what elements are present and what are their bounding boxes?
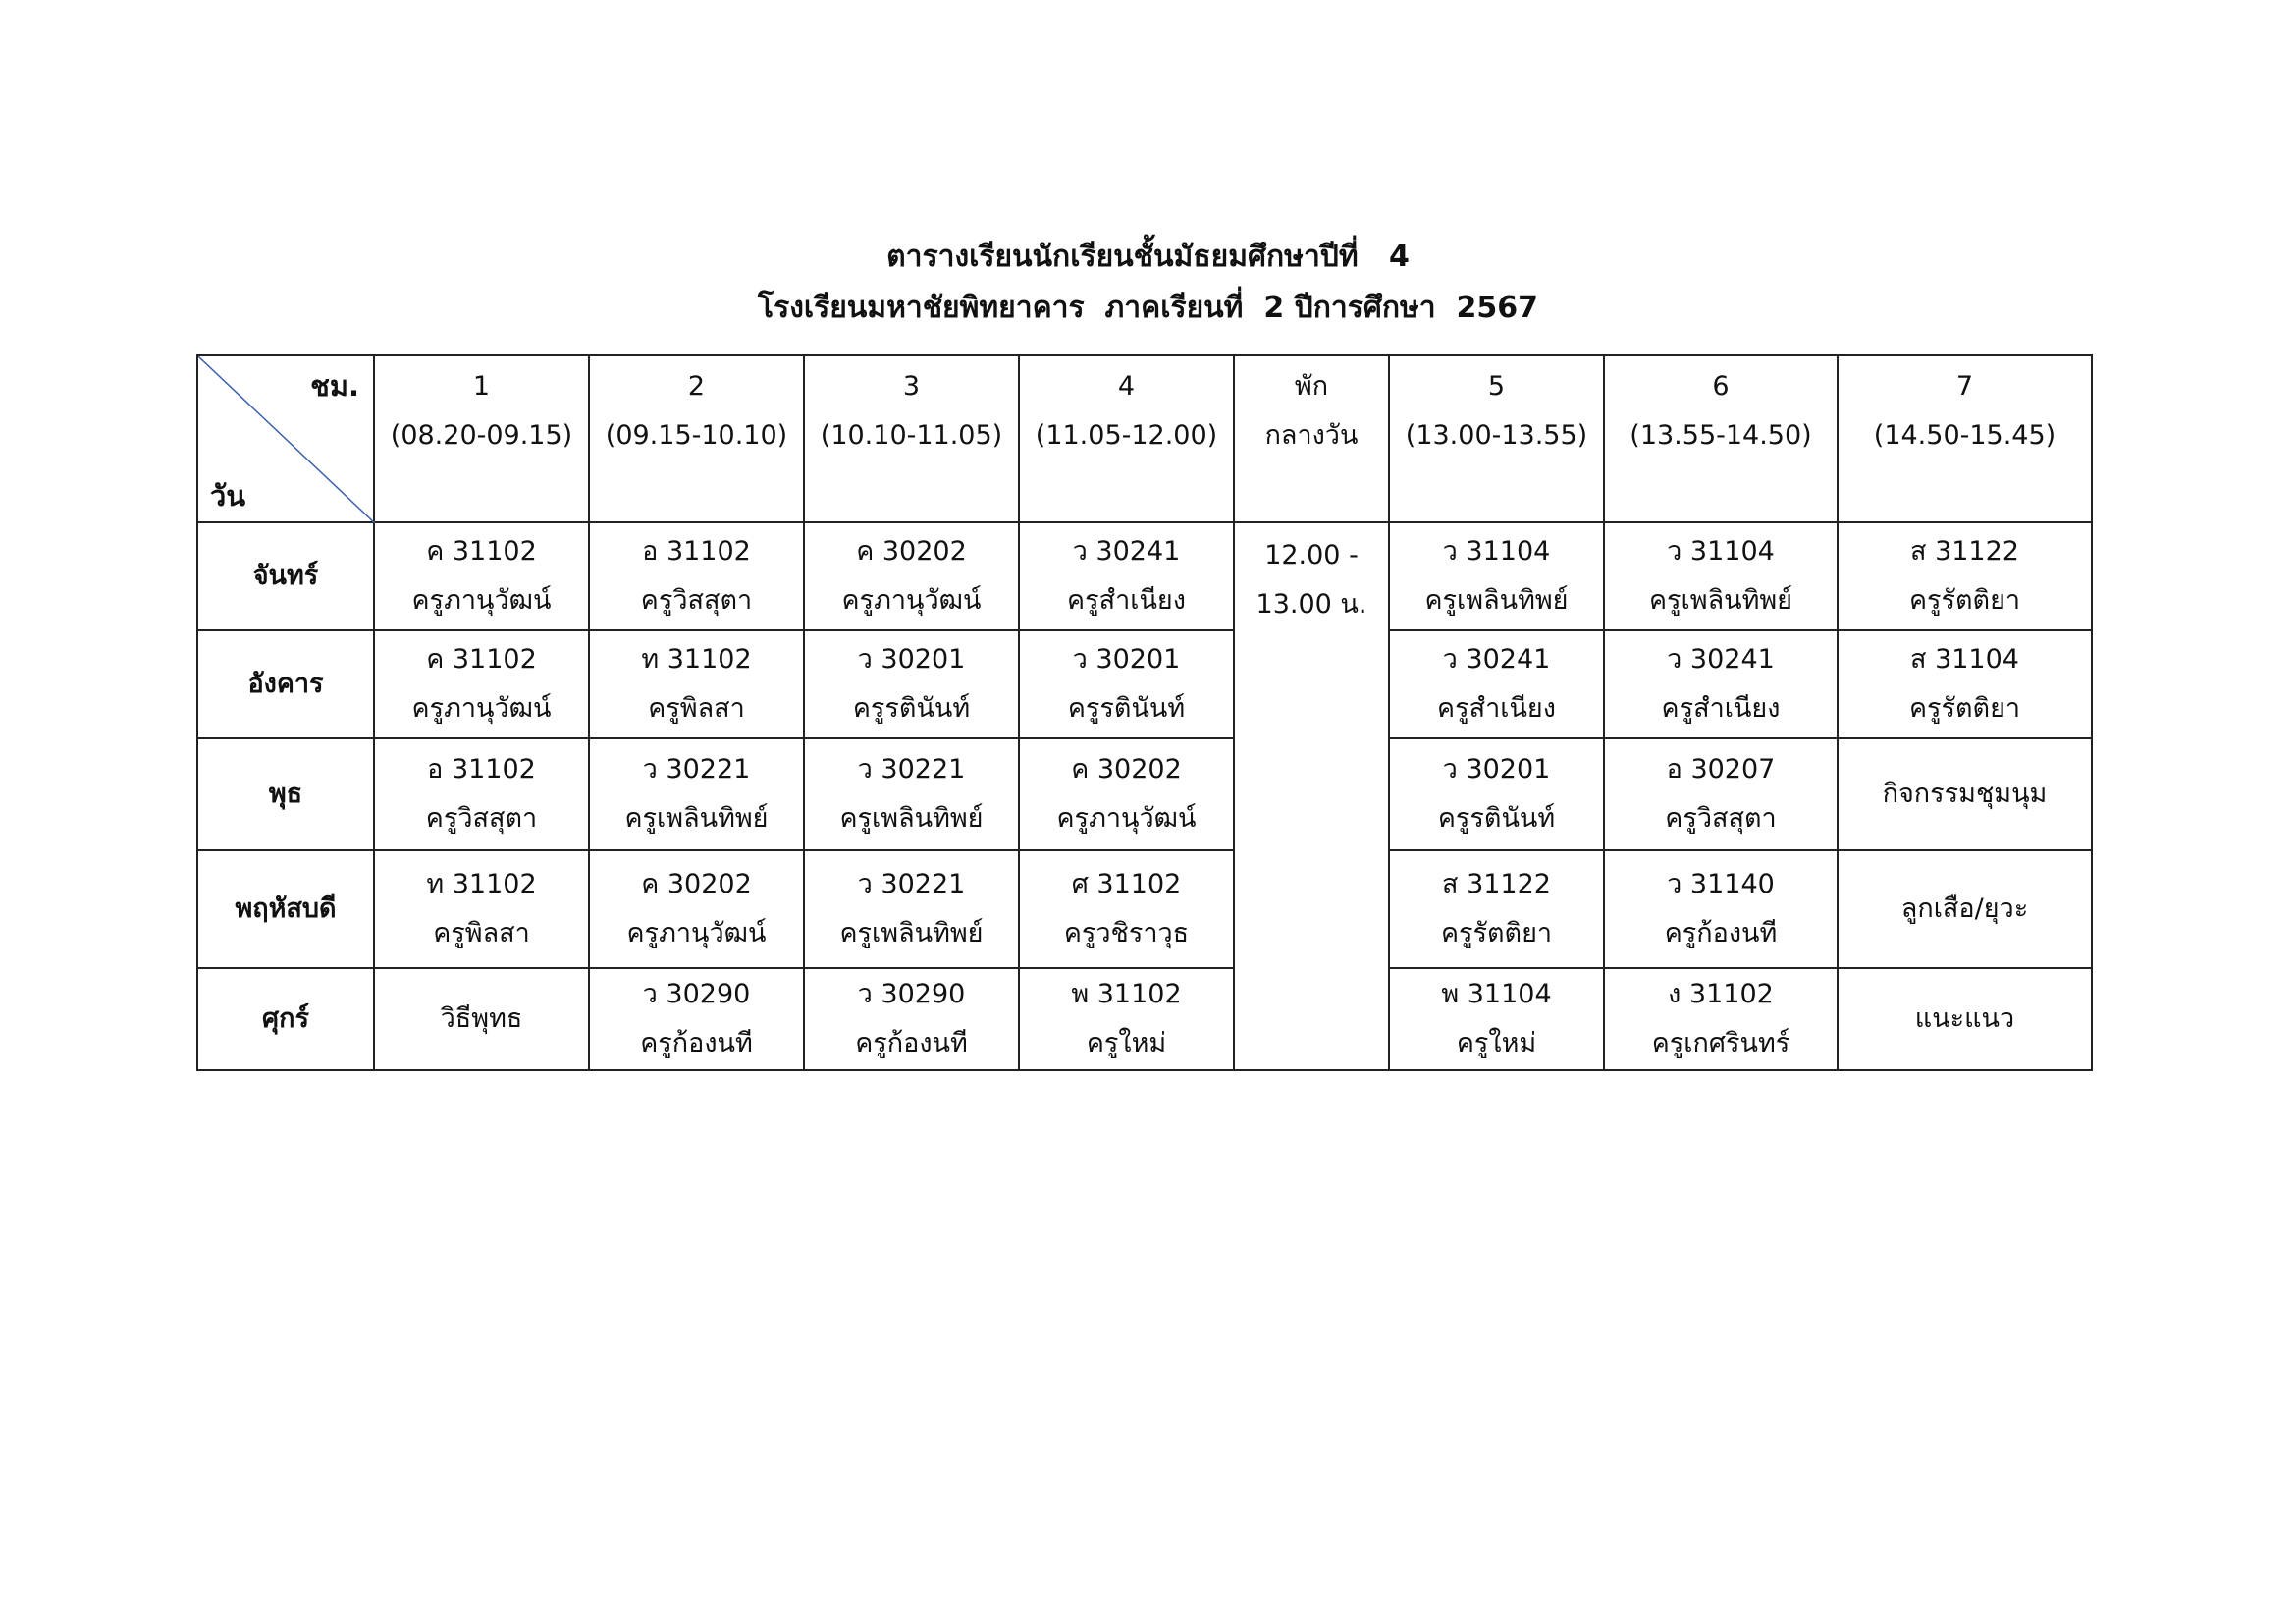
teacher-name: ครูภานุวัฒน์ xyxy=(841,585,982,616)
teacher-name: ครูวิสสุตา xyxy=(640,585,753,616)
class-cell xyxy=(1019,850,1234,968)
teacher-name: ครูรัตติยา xyxy=(1440,918,1553,948)
class-cell xyxy=(804,850,1019,968)
period-header-2 xyxy=(589,355,804,522)
teacher-name: ครูภานุวัฒน์ xyxy=(411,693,552,724)
table-row xyxy=(197,522,2092,630)
class-cell xyxy=(1389,738,1604,850)
subject-code: ว 30241 xyxy=(1442,644,1551,675)
teacher-name: ครูรตินันท์ xyxy=(852,693,971,724)
teacher-name: ครูใหม่ xyxy=(1456,1028,1537,1058)
class-cell xyxy=(1019,968,1234,1070)
lunch-header-label: พัก xyxy=(1294,371,1329,402)
class-cell xyxy=(589,850,804,968)
activity-label: แนะแนว xyxy=(1914,1003,2015,1034)
subject-code: ส 31104 xyxy=(1910,644,2019,675)
teacher-name: ครูพิลสา xyxy=(648,693,745,724)
period-number: 5 xyxy=(1487,371,1506,402)
teacher-name: ครูวชิราวุธ xyxy=(1063,918,1190,948)
class-cell xyxy=(1838,522,2092,630)
lunch-header-sub: กลางวัน xyxy=(1264,420,1359,451)
period-time: (14.50-15.45) xyxy=(1873,420,2056,451)
period-time: (10.10-11.05) xyxy=(820,420,1003,451)
period-header-4 xyxy=(1019,355,1234,522)
day-label: พุธ xyxy=(197,738,374,850)
class-cell xyxy=(1389,522,1604,630)
activity-cell xyxy=(374,968,589,1070)
teacher-name: ครูพิลสา xyxy=(433,918,530,948)
teacher-name: ครูภานุวัฒน์ xyxy=(626,918,767,948)
subject-code: พ 31104 xyxy=(1441,979,1552,1009)
lunch-time-end: 13.00 น. xyxy=(1255,589,1367,620)
class-cell xyxy=(589,522,804,630)
table-row xyxy=(197,968,2092,1070)
class-cell xyxy=(804,630,1019,738)
period-number: 1 xyxy=(472,371,491,402)
period-number: 3 xyxy=(902,371,921,402)
subject-code: ท 31102 xyxy=(641,644,752,675)
teacher-name: ครูภานุวัฒน์ xyxy=(411,585,552,616)
class-cell xyxy=(589,968,804,1070)
teacher-name: ครูเกศรินทร์ xyxy=(1651,1028,1790,1058)
subject-code: ค 30202 xyxy=(856,536,967,567)
subject-code: ว 30201 xyxy=(857,644,966,675)
teacher-name: ครูภานุวัฒน์ xyxy=(1056,803,1197,834)
class-cell xyxy=(1604,630,1838,738)
subject-code: ค 31102 xyxy=(426,536,537,567)
document-header xyxy=(0,232,2296,334)
subject-code: ว 30241 xyxy=(1667,644,1775,675)
class-cell xyxy=(1019,522,1234,630)
class-cell xyxy=(804,738,1019,850)
period-time: (11.05-12.00) xyxy=(1035,420,1218,451)
class-cell xyxy=(589,738,804,850)
class-cell xyxy=(589,630,804,738)
period-header-7 xyxy=(1838,355,2092,522)
teacher-name: ครูเพลินทิพย์ xyxy=(624,803,769,834)
teacher-name: ครูรตินันท์ xyxy=(1067,693,1186,724)
subject-code: ท 31102 xyxy=(426,869,537,899)
class-cell xyxy=(1838,630,2092,738)
table-row xyxy=(197,738,2092,850)
subject-code: ค 30202 xyxy=(1071,754,1182,785)
teacher-name: ครูก้องนที xyxy=(855,1028,968,1058)
class-cell xyxy=(1389,850,1604,968)
day-label: ศุกร์ xyxy=(197,968,374,1070)
teacher-name: ครูก้องนที xyxy=(640,1028,753,1058)
activity-cell xyxy=(1838,850,2092,968)
header-row xyxy=(197,355,2092,522)
subject-code: ค 31102 xyxy=(426,644,537,675)
table-row xyxy=(197,630,2092,738)
class-cell xyxy=(374,738,589,850)
day-label: อังคาร xyxy=(197,630,374,738)
subject-code: อ 31102 xyxy=(642,536,751,567)
subject-code: ว 31104 xyxy=(1667,536,1775,567)
document-title: ตารางเรียนนักเรียนชั้นมัธยมศึกษาปีที่ 4 xyxy=(886,240,1410,274)
subject-code: ว 30221 xyxy=(857,754,966,785)
subject-code: ว 30290 xyxy=(642,979,751,1009)
class-cell xyxy=(1389,630,1604,738)
activity-label: ลูกเสือ/ยุวะ xyxy=(1900,893,2029,924)
class-cell xyxy=(1604,968,1838,1070)
table-row xyxy=(197,850,2092,968)
corner-label-period: ชม. xyxy=(310,369,359,403)
teacher-name: ครูรัตติยา xyxy=(1908,585,2021,616)
period-time: (13.00-13.55) xyxy=(1405,420,1588,451)
subject-code: ว 31104 xyxy=(1442,536,1551,567)
corner-cell xyxy=(197,355,374,522)
period-time: (13.55-14.50) xyxy=(1629,420,1812,451)
period-header-1 xyxy=(374,355,589,522)
activity-cell xyxy=(1838,738,2092,850)
activity-cell xyxy=(1838,968,2092,1070)
class-cell xyxy=(1019,630,1234,738)
teacher-name: ครูวิสสุตา xyxy=(1665,803,1777,834)
activity-label: วิธีพุทธ xyxy=(440,1003,523,1034)
teacher-name: ครูเพลินทิพย์ xyxy=(839,803,984,834)
class-cell xyxy=(1389,968,1604,1070)
class-cell xyxy=(1604,850,1838,968)
activity-label: กิจกรรมชุมนุม xyxy=(1882,779,2048,809)
lunch-break-cell xyxy=(1234,522,1389,1070)
subject-code: ว 31140 xyxy=(1667,869,1775,899)
class-cell xyxy=(374,522,589,630)
class-cell xyxy=(374,850,589,968)
class-cell xyxy=(1019,738,1234,850)
teacher-name: ครูสำเนียง xyxy=(1661,693,1781,724)
teacher-name: ครูเพลินทิพย์ xyxy=(1424,585,1569,616)
period-time: (09.15-10.10) xyxy=(605,420,788,451)
class-cell xyxy=(804,968,1019,1070)
period-number: 2 xyxy=(687,371,706,402)
subject-code: พ 31102 xyxy=(1071,979,1182,1009)
subject-code: ว 30201 xyxy=(1442,754,1551,785)
day-label: จันทร์ xyxy=(197,522,374,630)
timetable xyxy=(196,354,2093,1071)
teacher-name: ครูก้องนที xyxy=(1664,918,1778,948)
period-number: 7 xyxy=(1955,371,1974,402)
day-label: พฤหัสบดี xyxy=(197,850,374,968)
subject-code: ว 30201 xyxy=(1072,644,1181,675)
document-subtitle: โรงเรียนมหาชัยพิทยาคาร ภาคเรียนที่ 2 ปีการศึกษา 2567 xyxy=(757,291,1539,325)
period-header-6 xyxy=(1604,355,1838,522)
corner-label-day: วัน xyxy=(210,479,246,513)
class-cell xyxy=(804,522,1019,630)
subject-code: ว 30290 xyxy=(857,979,966,1009)
subject-code: อ 30207 xyxy=(1666,754,1776,785)
period-header-3 xyxy=(804,355,1019,522)
teacher-name: ครูสำเนียง xyxy=(1067,585,1186,616)
period-number: 6 xyxy=(1712,371,1730,402)
teacher-name: ครูเพลินทิพย์ xyxy=(1648,585,1792,616)
subject-code: ว 30241 xyxy=(1072,536,1181,567)
class-cell xyxy=(1604,738,1838,850)
period-header-5 xyxy=(1389,355,1604,522)
teacher-name: ครูใหม่ xyxy=(1086,1028,1167,1058)
teacher-name: ครูรตินันท์ xyxy=(1437,803,1556,834)
teacher-name: ครูรัตติยา xyxy=(1908,693,2021,724)
subject-code: ง 31102 xyxy=(1668,979,1774,1009)
subject-code: ค 30202 xyxy=(641,869,752,899)
period-header-lunch xyxy=(1234,355,1389,522)
teacher-name: ครูเพลินทิพย์ xyxy=(839,918,984,948)
period-time: (08.20-09.15) xyxy=(390,420,573,451)
class-cell xyxy=(1604,522,1838,630)
period-number: 4 xyxy=(1117,371,1136,402)
teacher-name: ครูสำเนียง xyxy=(1437,693,1556,724)
class-cell xyxy=(374,630,589,738)
subject-code: ส 31122 xyxy=(1442,869,1551,899)
teacher-name: ครูวิสสุตา xyxy=(425,803,538,834)
subject-code: ว 30221 xyxy=(857,869,966,899)
subject-code: อ 31102 xyxy=(427,754,536,785)
subject-code: ว 30221 xyxy=(642,754,751,785)
subject-code: ศ 31102 xyxy=(1071,869,1182,899)
lunch-time-start: 12.00 - xyxy=(1264,540,1359,570)
subject-code: ส 31122 xyxy=(1910,536,2019,567)
